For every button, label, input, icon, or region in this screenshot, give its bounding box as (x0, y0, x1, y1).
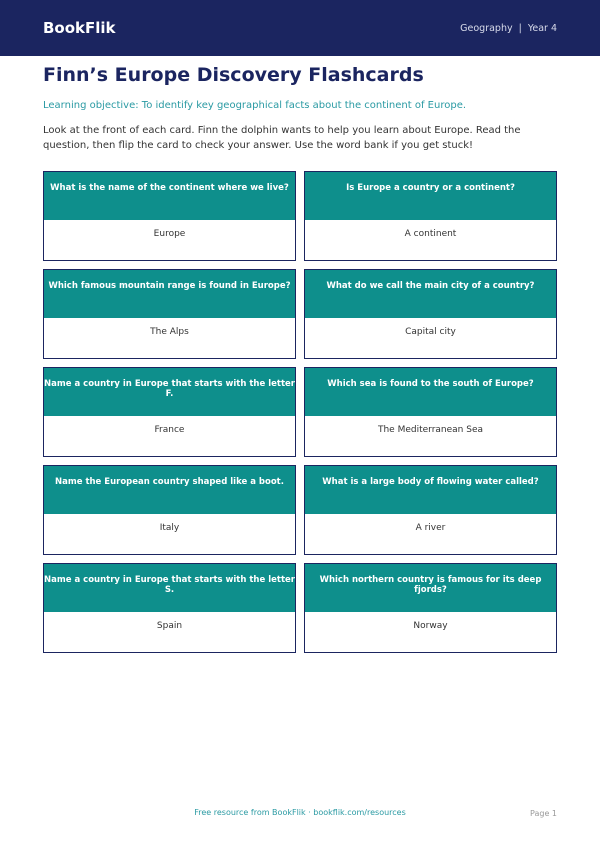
intro-text: Look at the front of each card. Finn the dolphin wants to help you learn about Europe. Read the question, then flip the card to check your answer. Use the word bank if you get stuck! (43, 125, 521, 151)
flashcard-question: Name a country in Europe that starts with the letter S. (44, 564, 295, 612)
footer-credit[interactable]: Free resource from BookFlik · bookflik.com/resources (194, 808, 406, 817)
flashcard-question: Which northern country is famous for its deep fjords? (305, 564, 556, 612)
learning-objective: Learning objective: To identify key geographical facts about the continent of Europe. (43, 100, 467, 111)
flashcard[interactable] (304, 563, 557, 653)
meta-separator: | (518, 22, 522, 34)
flashcard[interactable] (304, 465, 557, 555)
flashcard-question: What do we call the main city of a country? (305, 270, 556, 318)
flashcard-answer: A continent (305, 220, 556, 260)
flashcard-answer: Capital city (305, 318, 556, 358)
flashcard-grid (43, 171, 557, 653)
flashcard[interactable] (304, 367, 557, 457)
flashcard-answer: A river (305, 514, 556, 554)
flashcard-question: Name the European country shaped like a boot. (44, 466, 295, 514)
page-title: Finn’s Europe Discovery Flashcards (43, 64, 424, 86)
flashcard-question: Which sea is found to the south of Europe? (305, 368, 556, 416)
subject-label: Geography (460, 22, 513, 34)
header-meta (460, 23, 557, 34)
flashcard-answer: France (44, 416, 295, 456)
flashcard-answer: Norway (305, 612, 556, 652)
flashcard-answer: The Mediterranean Sea (305, 416, 556, 456)
flashcard-question: What is the name of the continent where we live? (44, 172, 295, 220)
page-number: Page 1 (530, 809, 557, 818)
flashcard[interactable] (43, 269, 296, 359)
flashcard-question: Which famous mountain range is found in Europe? (44, 270, 295, 318)
flashcard-answer: Europe (44, 220, 295, 260)
header-bar (0, 0, 600, 56)
flashcard[interactable] (43, 171, 296, 261)
flashcard-answer: Spain (44, 612, 295, 652)
flashcard[interactable] (43, 563, 296, 653)
flashcard-question: Is Europe a country or a continent? (305, 172, 556, 220)
flashcard-question: What is a large body of flowing water called? (305, 466, 556, 514)
flashcard-answer: Italy (44, 514, 295, 554)
flashcard[interactable] (43, 367, 296, 457)
brand-logo[interactable]: BookFlik (43, 19, 116, 37)
flashcard[interactable] (304, 171, 557, 261)
year-label: Year 4 (527, 22, 557, 34)
flashcard[interactable] (43, 465, 296, 555)
flashcard[interactable] (304, 269, 557, 359)
flashcard-answer: The Alps (44, 318, 295, 358)
flashcard-question: Name a country in Europe that starts with the letter F. (44, 368, 295, 416)
